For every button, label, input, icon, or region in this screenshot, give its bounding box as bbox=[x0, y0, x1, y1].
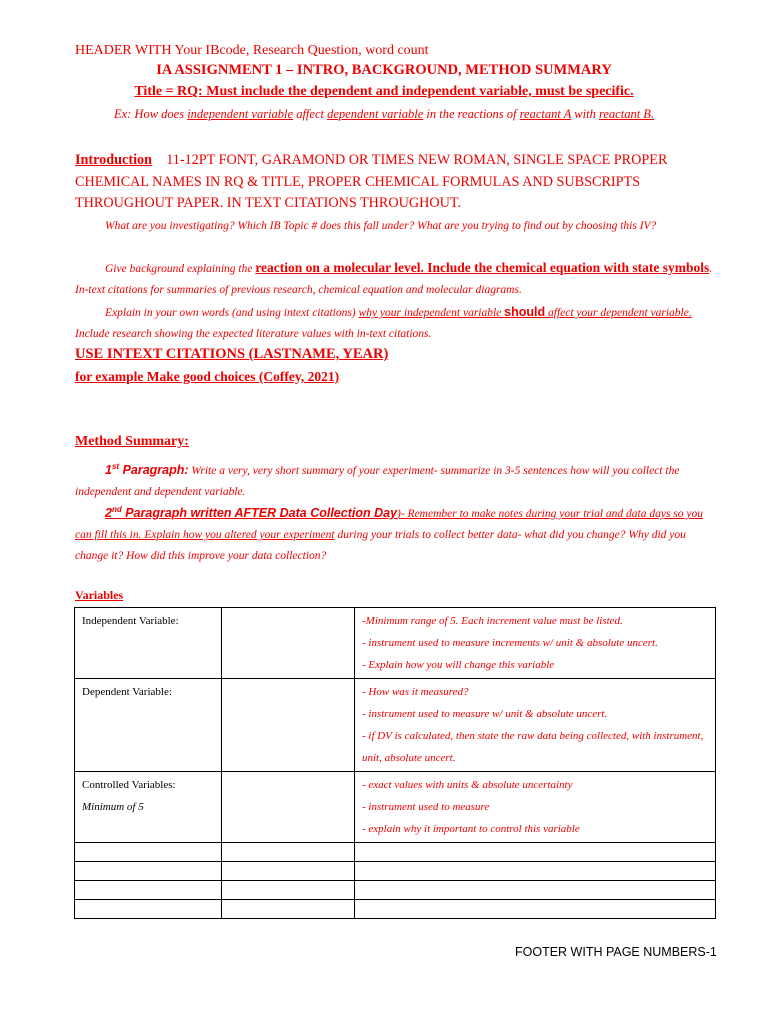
variable-label-cell: Dependent Variable: bbox=[75, 679, 222, 772]
empty-cell[interactable] bbox=[75, 900, 222, 919]
empty-cell[interactable] bbox=[355, 881, 716, 900]
citation-instruction: USE INTEXT CITATIONS (LASTNAME, YEAR) bbox=[75, 346, 389, 362]
table-row-dependent bbox=[75, 679, 716, 772]
method-paragraph-1: 1st Paragraph: Write a very, very short summary of your experiment- summarize in 3-5 sentences how will you collect the independent and dependent variable. bbox=[75, 462, 680, 499]
table-row-empty bbox=[75, 843, 716, 862]
intro-background-paragraph: Give background explaining the reaction on a molecular level. Include the chemical equation with state symbols. In-text citations for summaries of previous research, chemical equation and molecular diagrams. bbox=[75, 260, 713, 296]
variable-label-cell: Controlled Variables: Minimum of 5 bbox=[75, 772, 222, 843]
header-instruction: HEADER WITH Your IBcode, Research Question, word count bbox=[75, 43, 429, 58]
empty-cell[interactable] bbox=[222, 900, 355, 919]
example-rq: Ex: How does independent variable affect dependent variable in the reactions of reactant A with reactant B. bbox=[113, 107, 655, 121]
method-summary-heading: Method Summary: bbox=[75, 434, 189, 449]
assignment-title: IA ASSIGNMENT 1 – INTRO, BACKGROUND, METHOD SUMMARY bbox=[156, 62, 612, 78]
intro-explain-paragraph: Explain in your own words (and using intext citations) why your independent variable should affect your dependent variable. Include research showing the expected literature values with in-text citations. bbox=[75, 305, 692, 340]
table-row-empty bbox=[75, 900, 716, 919]
intro-question-paragraph: What are you investigating? Which IB Topic # does this fall under? What are you trying to find out by choosing this IV? bbox=[105, 220, 657, 232]
introduction-instructions: 11-12PT FONT, GARAMOND OR TIMES NEW ROMAN, SINGLE SPACE PROPER CHEMICAL NAMES IN RQ & TITLE, PROPER CHEMICAL FORMULAS AND SUBSCRIPTS THROUGHOUT PAPER. IN TEXT CITATIONS THROUGHOUT. bbox=[75, 152, 668, 211]
method-paragraph-2: 2nd Paragraph written AFTER Data Collection Day)- Remember to make notes during your trial and data days so you can fill this in. Explain how you altered your experiment during your trials to collect better data- what did you change? Why did you change it? How did this improve your data collection? bbox=[75, 505, 703, 563]
variable-label-cell: Independent Variable: bbox=[75, 608, 222, 679]
introduction-paragraph bbox=[75, 150, 695, 215]
introduction-heading: Introduction bbox=[75, 152, 152, 168]
variable-notes-cell: - How was it measured? - instrument used to measure w/ unit & absolute uncert. - if DV is calculated, then state the raw data being collected, with instrument, unit, absolute uncert. bbox=[355, 679, 716, 772]
empty-cell[interactable] bbox=[355, 862, 716, 881]
empty-cell[interactable] bbox=[355, 843, 716, 862]
table-row-independent bbox=[75, 608, 716, 679]
table-row-controlled bbox=[75, 772, 716, 843]
citation-example: for example Make good choices (Coffey, 2021) bbox=[75, 369, 340, 384]
empty-cell[interactable] bbox=[222, 862, 355, 881]
empty-cell[interactable] bbox=[75, 843, 222, 862]
table-row-empty bbox=[75, 881, 716, 900]
empty-cell[interactable] bbox=[222, 881, 355, 900]
variable-notes-cell: -Minimum range of 5. Each increment value must be listed. - instrument used to measure increments w/ unit & absolute uncert. - Explain how you will change this variable bbox=[355, 608, 716, 679]
page-footer: FOOTER WITH PAGE NUMBERS-1 bbox=[515, 945, 717, 959]
rq-title-line: Title = RQ: Must include the dependent and independent variable, must be specific. bbox=[134, 84, 634, 99]
variables-table bbox=[74, 607, 716, 919]
variable-notes-cell: - exact values with units & absolute uncertainty - instrument used to measure - explain why it important to control this variable bbox=[355, 772, 716, 843]
empty-cell[interactable] bbox=[75, 862, 222, 881]
empty-cell[interactable] bbox=[355, 900, 716, 919]
empty-cell[interactable] bbox=[75, 881, 222, 900]
empty-cell[interactable] bbox=[222, 843, 355, 862]
table-row-empty bbox=[75, 862, 716, 881]
variable-value-cell[interactable] bbox=[222, 772, 355, 843]
variable-value-cell[interactable] bbox=[222, 679, 355, 772]
variables-heading: Variables bbox=[75, 588, 124, 602]
variable-value-cell[interactable] bbox=[222, 608, 355, 679]
